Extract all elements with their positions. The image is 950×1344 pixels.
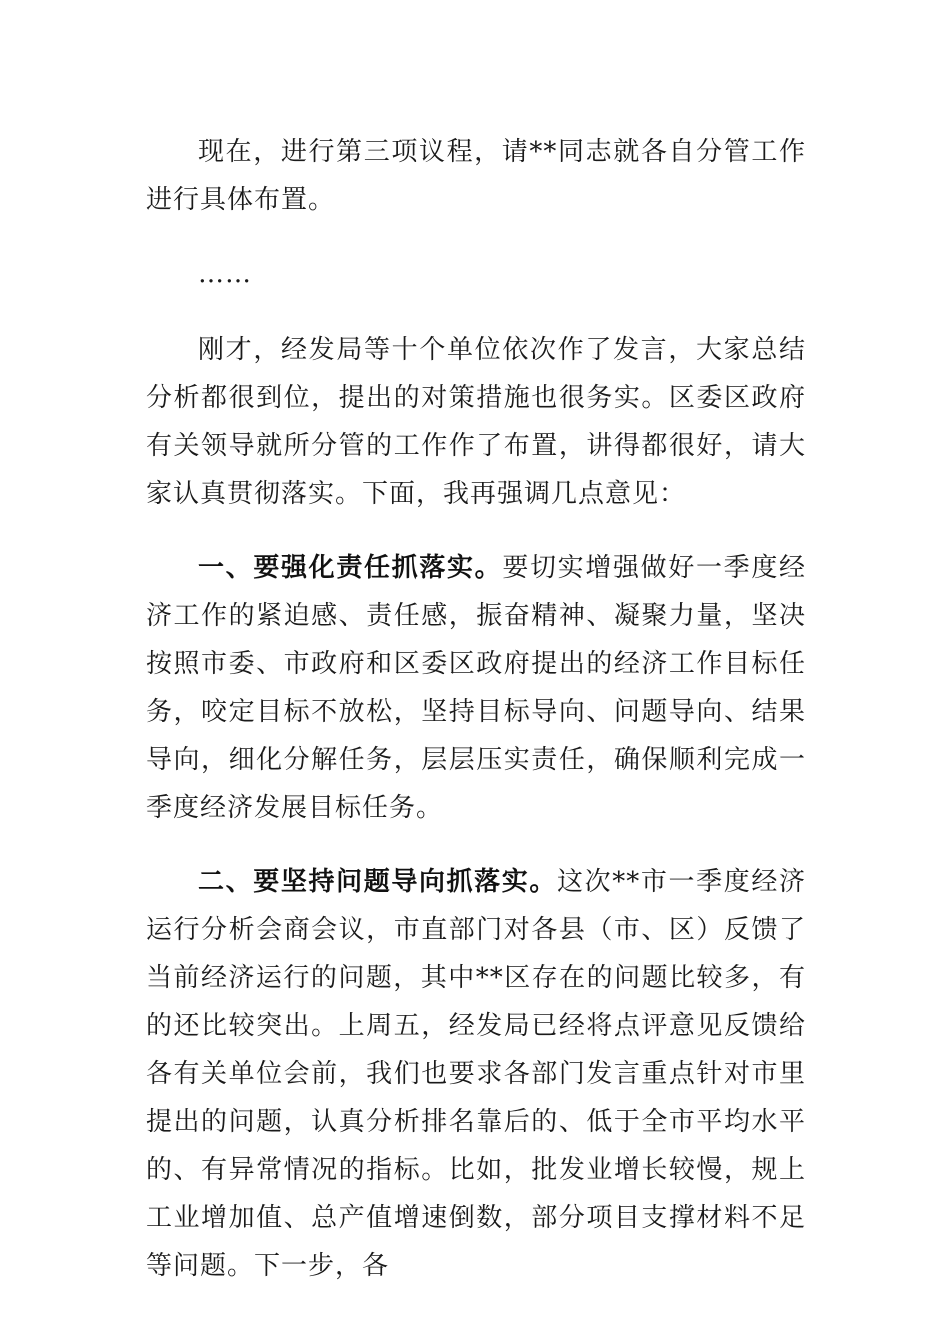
paragraph-text: 要切实增强做好一季度经济工作的紧迫感、责任感，振奋精神、凝聚力量，坚决按照市委、市政府和区委区政府提出的经济工作目标任务，咬定目标不放松，坚持目标导向、问题导向、结果导向，细化分解任务，层层压实责任，确保顺利完成一季度经济发展目标任务。 — [146, 553, 806, 823]
paragraph-agenda — [146, 128, 806, 224]
point-one-heading: 一、要强化责任抓落实。 — [198, 553, 503, 583]
paragraph-point-two — [146, 858, 806, 1290]
ellipsis-text: …… — [198, 259, 252, 289]
paragraph-summary — [146, 326, 806, 518]
point-two-heading: 二、要坚持问题导向抓落实。 — [198, 867, 558, 897]
paragraph-text: 刚才，经发局等十个单位依次作了发言，大家总结分析都很到位，提出的对策措施也很务实。区委区政府有关领导就所分管的工作作了布置，讲得都很好，请大家认真贯彻落实。下面，我再强调几点意见： — [146, 335, 806, 509]
paragraph-point-one — [146, 544, 806, 832]
paragraph-text: 现在，进行第三项议程，请**同志就各自分管工作进行具体布置。 — [146, 137, 806, 215]
document-body — [146, 128, 806, 1316]
paragraph-ellipsis — [146, 250, 806, 298]
paragraph-text: 这次**市一季度经济运行分析会商会议，市直部门对各县（市、区）反馈了当前经济运行的问题，其中**区存在的问题比较多，有的还比较突出。上周五，经发局已经将点评意见反馈给各有关单位会前，我们也要求各部门发言重点针对市里提出的问题，认真分析排名靠后的、低于全市平均水平的、有异常情况的指标。比如，批发业增长较慢，规上工业增加值、总产值增速倒数，部分项目支撑材料不足等问题。下一步，各 — [146, 867, 806, 1281]
